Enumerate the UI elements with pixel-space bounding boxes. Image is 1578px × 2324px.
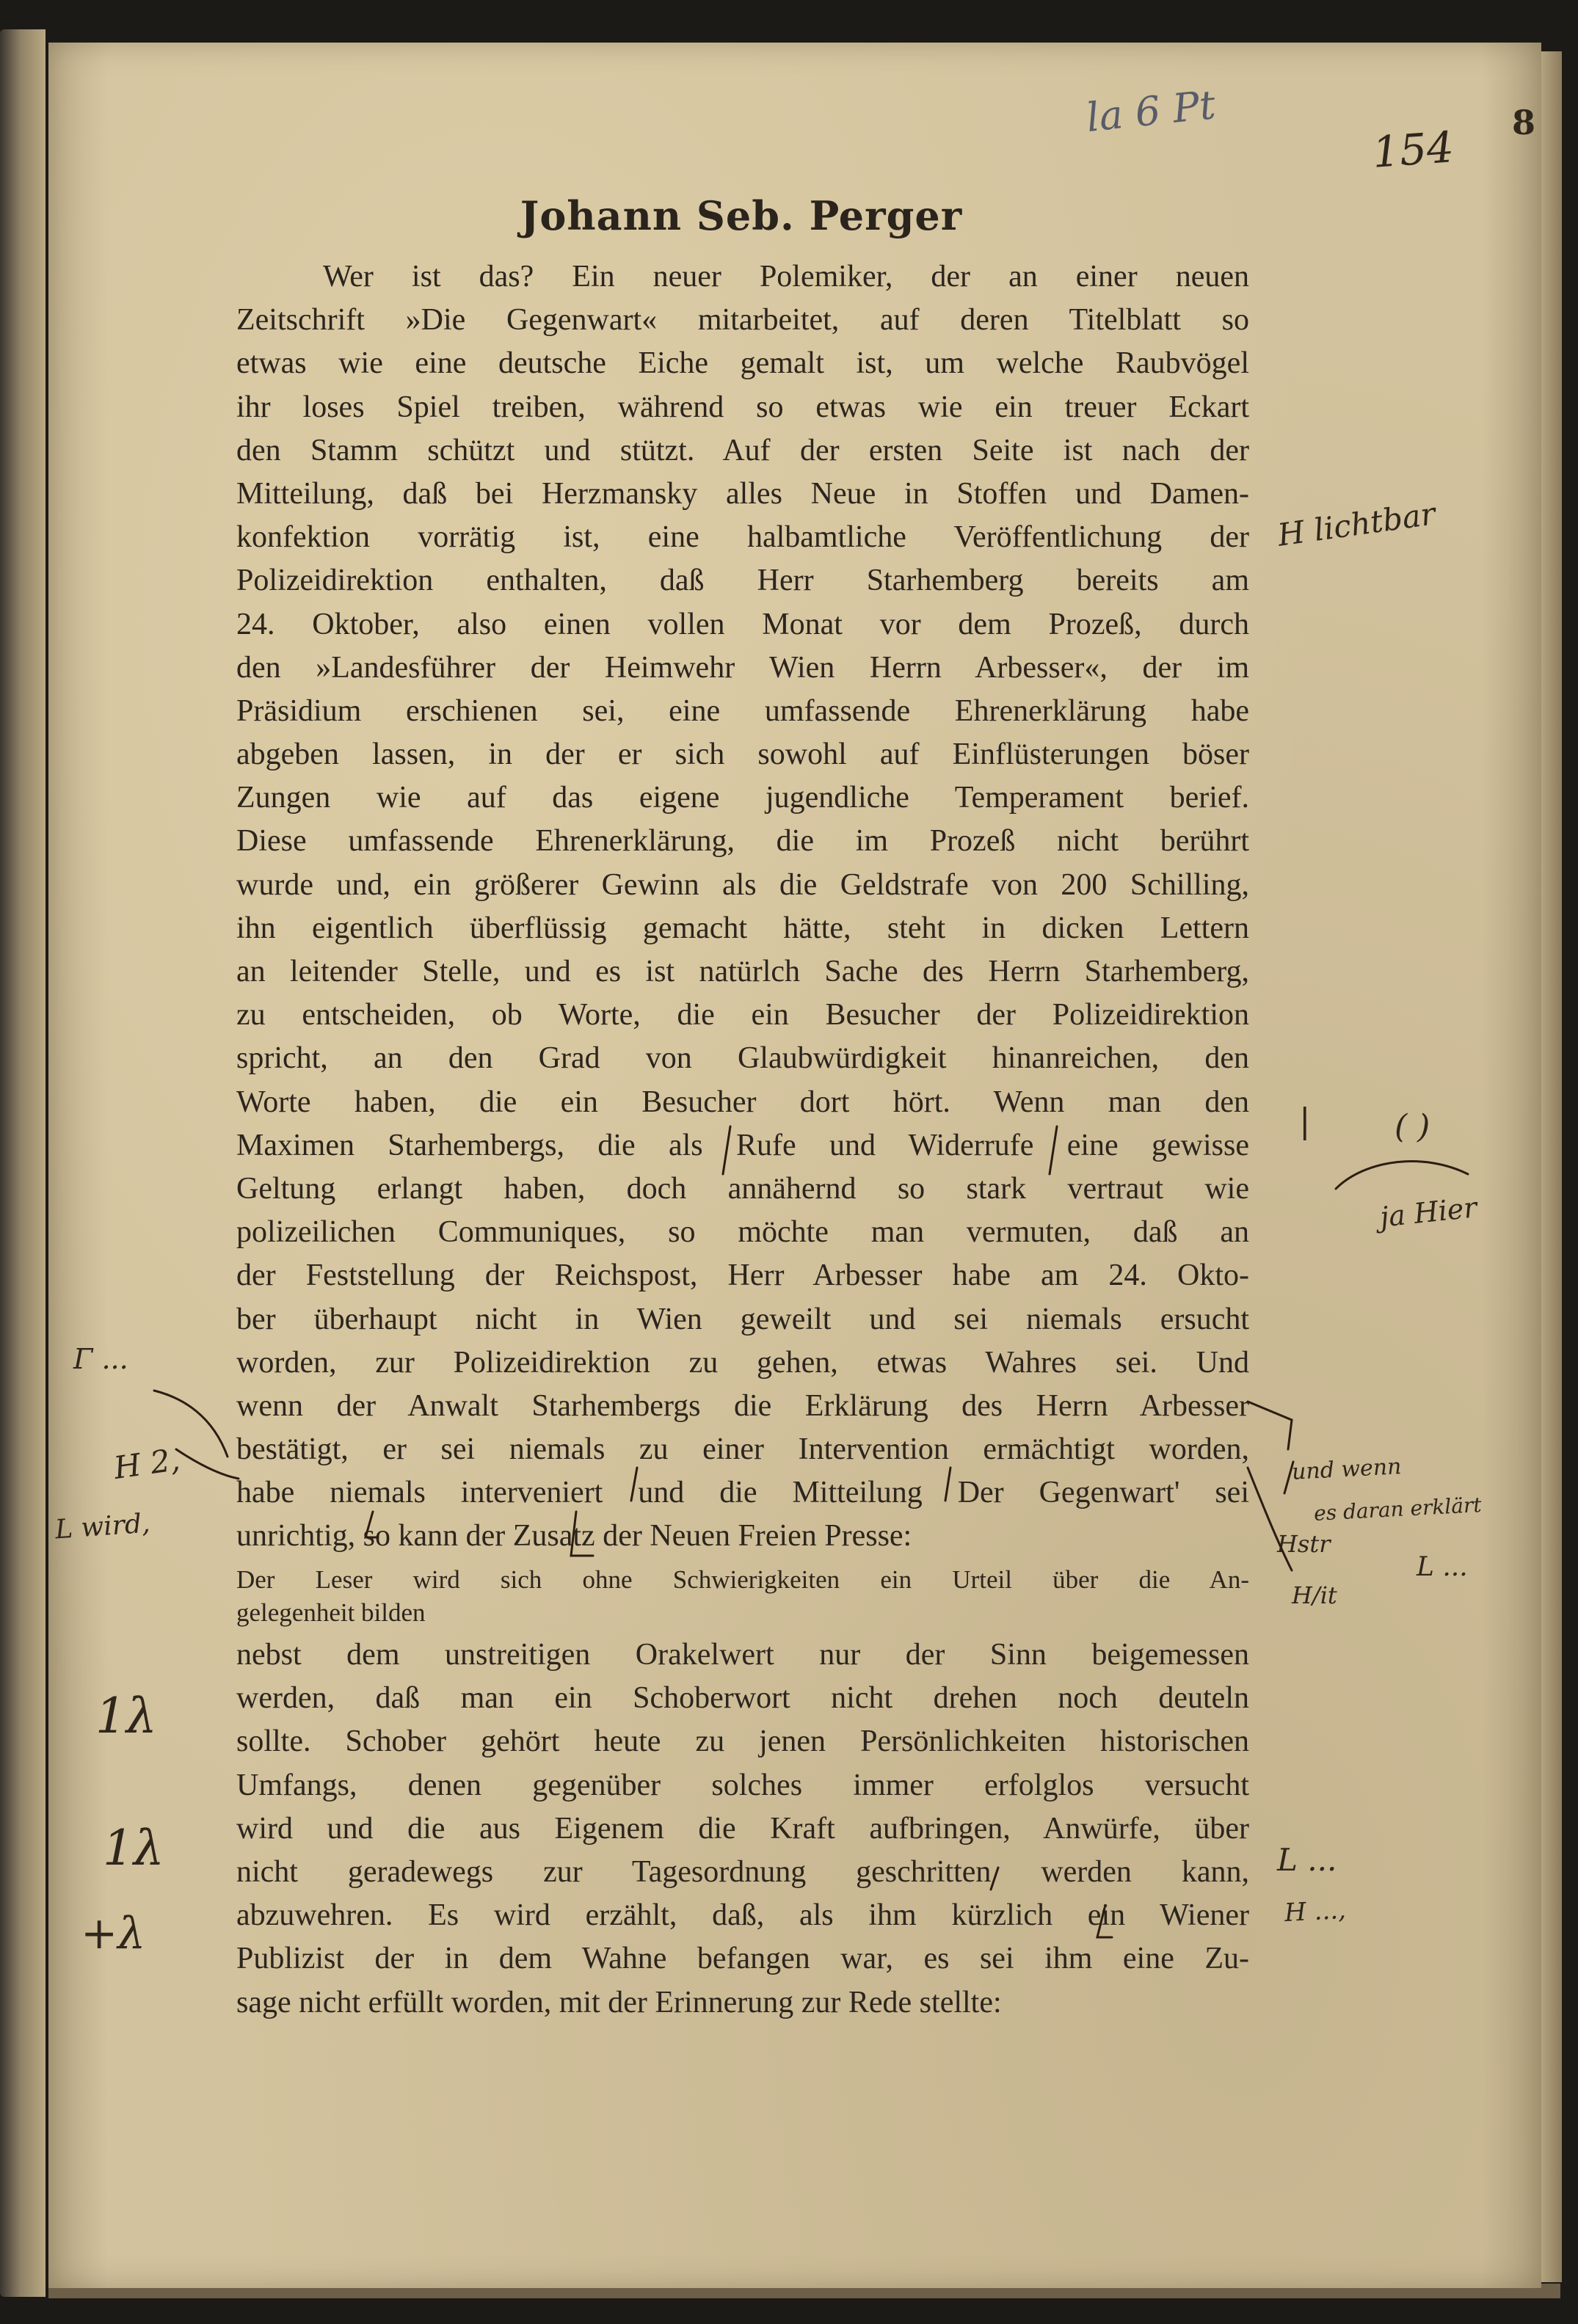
para1-line: Präsidium erschienen sei, eine umfassende Ehrenerklärung habe [236, 693, 1249, 728]
para2-line: werden, daß man ein Schoberwort nicht drehen noch deuteln [236, 1681, 1249, 1716]
para1-line: etwas wie eine deutsche Eiche gemalt ist, um welche Raubvögel [236, 346, 1249, 381]
quote-line: Der Leser wird sich ohne Schwierigkeiten ein Urteil über die An- [236, 1565, 1249, 1594]
margin-note-right-5: Hstr [1277, 1530, 1331, 1558]
margin-note-left-3: L wird, [54, 1508, 151, 1545]
para1-line: Zungen wie auf das eigene jugendliche Temperament berief. [236, 781, 1249, 815]
margin-note-left-5: 1λ [103, 1820, 164, 1876]
para1-line: wurde und, ein größerer Gewinn als die Geldstrafe von 200 Schilling, [236, 867, 1249, 902]
para2-line: nicht geradewegs zur Tagesordnung geschritten werden kann, [236, 1854, 1249, 1889]
para2-line: sage nicht erfüllt worden, mit der Erinnerung zur Rede stellte: [236, 1985, 1002, 2019]
page-title: Johann Seb. Perger [520, 192, 963, 239]
para1-line: worden, zur Polizeidirektion zu gehen, etwas Wahres sei. Und [236, 1345, 1249, 1380]
para1-line: unrichtig, so kann der Zusatz der Neuen Freien Presse: [236, 1519, 912, 1553]
mark-bracket-als [723, 1126, 730, 1174]
margin-note-right-2: es daran erklärt [1313, 1493, 1483, 1526]
margin-note-ja-hier: ja Hier [1378, 1191, 1479, 1234]
para1-line: Worte haben, die ein Besucher dort hört. Wenn man den [236, 1085, 1249, 1119]
para1-line: Polizeidirektion enthalten, daß Herr Starhemberg bereits am [236, 564, 1249, 598]
mark-l-right-1 [1248, 1402, 1292, 1449]
mark-bracket-und [631, 1468, 637, 1501]
para1-line: Maximen Starhembergs, die als Rufe und Widerrufe eine gewisse [236, 1128, 1249, 1162]
para1-line: den »Landesführer der Heimwehr Wien Herrn Arbesser«, der im [236, 650, 1249, 685]
corner-mark: 8 [1512, 103, 1536, 142]
para1-line: Diese umfassende Ehrenerklärung, die im Prozeß nicht berührt [236, 824, 1249, 859]
margin-note-left-1: Γ ... [73, 1343, 128, 1375]
page-number: 154 [1370, 122, 1455, 178]
para2-line: Umfangs, denen gegenüber solches immer erfolglos versucht [236, 1768, 1249, 1802]
margin-note-bracket-1: | [1299, 1101, 1311, 1140]
mark-bracket-right-1 [1284, 1462, 1293, 1493]
para2-line: wird und die aus Eigenem die Kraft aufbringen, Anwürfe, über [236, 1811, 1249, 1846]
margin-note-right-1: und wenn [1291, 1454, 1403, 1485]
para2-line: abzuwehren. Es wird erzählt, daß, als ihm kürzlich ein Wiener [236, 1898, 1249, 1933]
mark-l-der [571, 1512, 593, 1556]
mark-bracket-widerrufe [1050, 1126, 1057, 1174]
para1-line: zu entscheiden, ob Worte, die ein Besucher der Polizeidirektion [236, 998, 1249, 1032]
mark-bracket-gerade [991, 1868, 998, 1890]
para1-line: 24. Oktober, also einen vollen Monat vor dem Prozeß, durch [236, 607, 1249, 641]
margin-note-right-4: L ... [1417, 1552, 1468, 1582]
mark-curve-right-1 [1336, 1162, 1468, 1189]
para1-line: Wer ist das? Ein neuer Polemiker, der an einer neuen [323, 260, 1249, 294]
margin-note-bottom-right-2: H ..., [1284, 1895, 1347, 1928]
para1-line: bestätigt, er sei niemals zu einer Intervention ermächtigt worden, [236, 1432, 1249, 1467]
para1-line: konfektion vorrätig ist, eine halbamtliche Veröffentlichung der [236, 520, 1249, 555]
margin-note-right-3: H/it [1292, 1581, 1337, 1609]
margin-note-lichtbar: H lichtbar [1275, 495, 1438, 553]
para2-line: sollte. Schober gehört heute zu jenen Persönlichkeiten historischen [236, 1724, 1249, 1759]
para1-line: ber überhaupt nicht in Wien geweilt und sei niemals ersucht [236, 1302, 1249, 1336]
mark-l-bottom [1097, 1908, 1112, 1937]
mark-line-left-2 [176, 1449, 239, 1479]
para1-line: Mitteilung, daß bei Herzmansky alles Neue in Stoffen und Damen- [236, 476, 1249, 511]
para1-line: spricht, an den Grad von Glaubwürdigkeit hinanreichen, den [236, 1041, 1249, 1076]
mark-bracket-der [945, 1468, 950, 1501]
para1-line: habe niemals interveniert und die Mitteilung Der Gegenwart' sei [236, 1476, 1249, 1510]
quote-line: gelegenheit bilden [236, 1598, 426, 1627]
para1-line: Zeitschrift »Die Gegenwart« mitarbeitet, auf deren Titelblatt so [236, 303, 1249, 338]
para1-line: polizeilichen Communiques, so möchte man vermuten, daß an [236, 1215, 1249, 1250]
para1-line: den Stamm schützt und stützt. Auf der ersten Seite ist nach der [236, 433, 1249, 467]
margin-note-left-2: H 2, [112, 1440, 183, 1487]
margin-note-bottom-right-1: L ... [1277, 1842, 1337, 1878]
mark-curve-right-2 [1248, 1468, 1292, 1570]
mark-line-left-1 [154, 1391, 228, 1457]
para1-line: der Feststellung der Reichspost, Herr Arbesser habe am 24. Okto- [236, 1258, 1249, 1293]
para1-line: abgeben lassen, in der er sich sowohl auf Einflüsterungen böser [236, 737, 1249, 772]
mark-l-unrichtig [366, 1512, 378, 1537]
para1-line: an leitender Stelle, und es ist natürlch Sache des Herrn Starhemberg, [236, 955, 1249, 988]
margin-note-left-6: +λ [81, 1908, 146, 1959]
margin-note-bracket-2: ( ) [1395, 1108, 1430, 1145]
para2-line: Publizist der in dem Wahne befangen war, es sei ihm eine Zu- [236, 1942, 1249, 1976]
pencil-note-top: la 6 Pt [1084, 81, 1218, 142]
para2-line: nebst dem unstreitigen Orakelwert nur der Sinn beigemessen [236, 1638, 1249, 1672]
para1-line: wenn der Anwalt Starhembergs die Erklärung des Herrn Arbesser [236, 1388, 1249, 1423]
para1-line: Geltung erlangt haben, doch annähernd so stark vertraut wie [236, 1171, 1249, 1206]
para1-line: ihn eigentlich überflüssig gemacht hätte, steht in dicken Lettern [236, 911, 1249, 945]
margin-note-left-4: 1λ [95, 1688, 157, 1744]
para1-line: ihr loses Spiel treiben, während so etwas wie ein treuer Eckart [236, 390, 1249, 424]
